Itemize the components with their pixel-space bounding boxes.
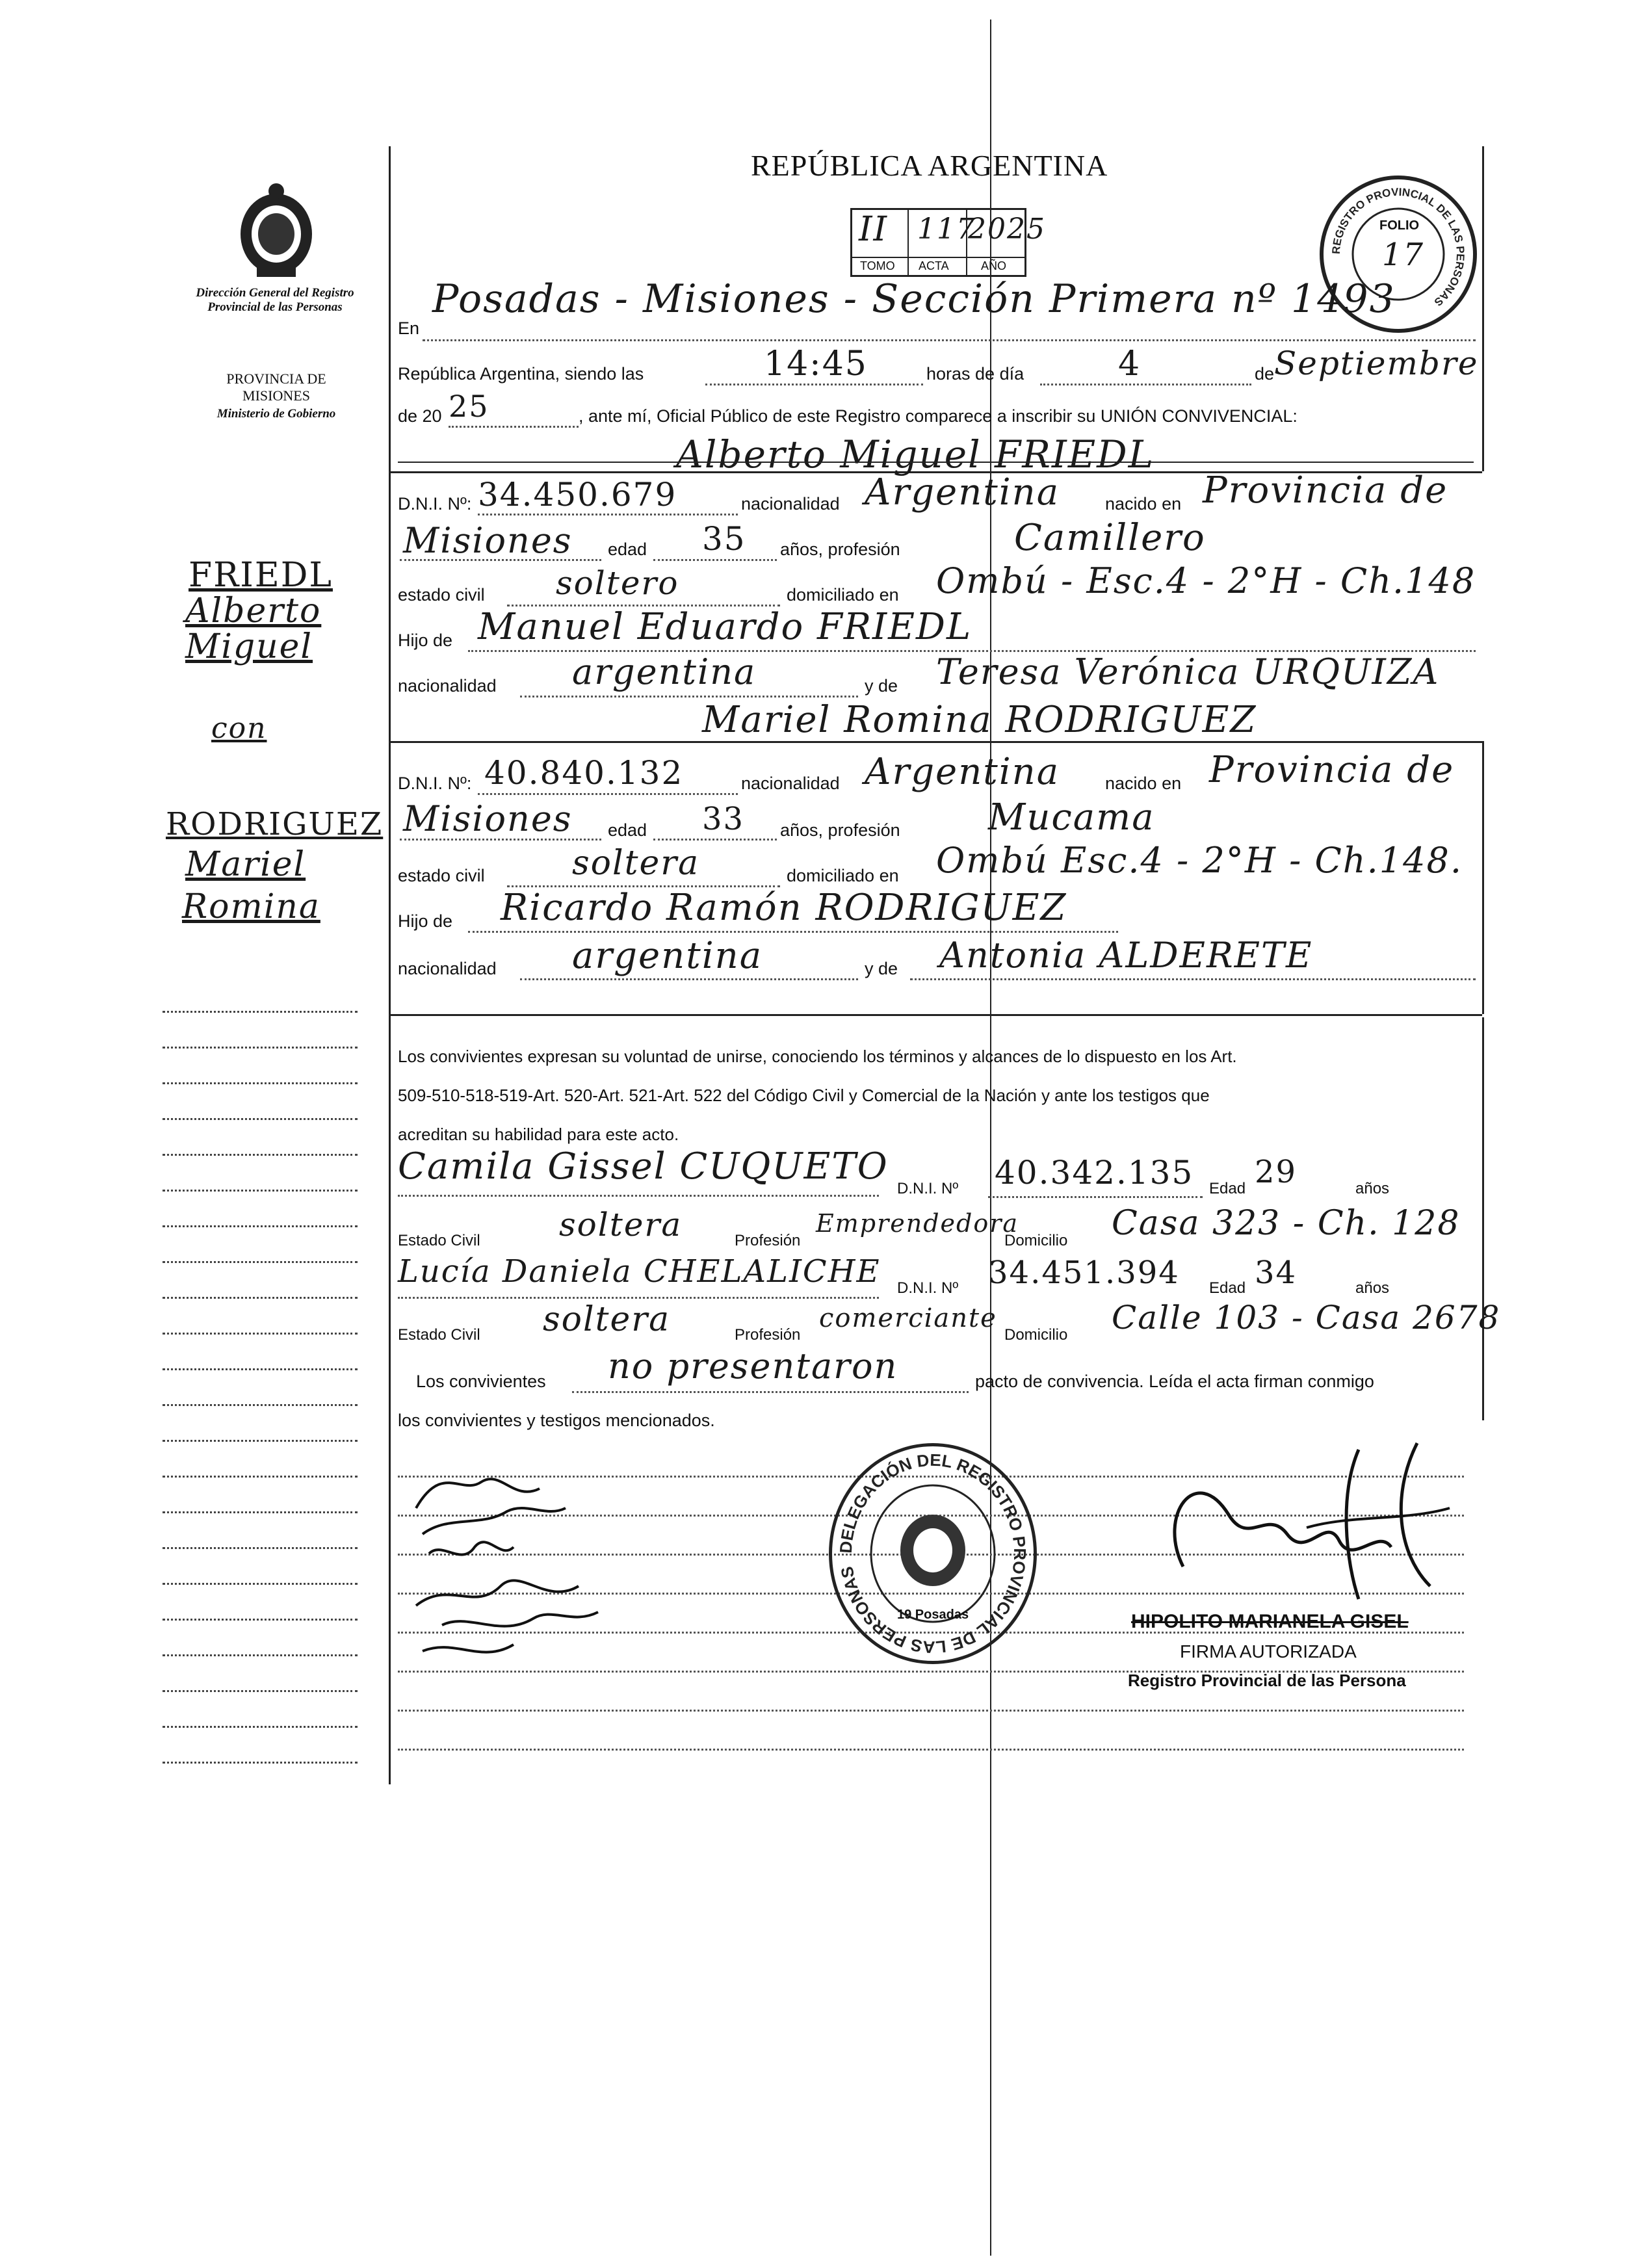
p1-nacido-value-1: Provincia de [1203,469,1448,512]
w1-dom-value: Casa 323 - Ch. 128 [1112,1204,1461,1243]
p1-nacido-label: nacido en [1105,494,1182,514]
p2-nac-label: nacionalidad [741,774,840,793]
p2-edad-value: 33 [702,801,745,837]
w2-dom-value: Calle 103 - Casa 2678 [1112,1299,1501,1336]
place-value: Posadas - Misiones - Sección Primera nº 1493 [432,276,1396,322]
p2-dom-label: domiciliado en [787,866,899,885]
w2-civil-label: Estado Civil [398,1326,480,1344]
section-line-2 [389,741,1482,743]
w1-name: Camila Gissel CUQUETO [398,1145,889,1188]
tomo-acta-box [850,208,1046,277]
p1-madre-value: Teresa Verónica URQUIZA [936,651,1440,692]
horas-label: horas de día [926,364,1024,384]
folio-label: FOLIO [1379,218,1420,233]
p2-nacido-value-2: Misiones [403,798,573,839]
closing-after: pacto de convivencia. Leída el acta firman conmigo [975,1372,1374,1391]
w1-edad-label: Edad [1209,1180,1246,1197]
p2-dom-value: Ombú Esc.4 - 2°H - Ch.148. [936,840,1463,881]
folio-value: 17 [1382,237,1425,273]
acta-label: ACTA [919,259,949,272]
w2-name: Lucía Daniela CHELALICHE [398,1253,881,1290]
p2-dni-label: D.N.I. Nº: [398,774,472,793]
w1-dni-label: D.N.I. Nº [897,1180,959,1197]
person2-name-heading: Mariel Romina RODRIGUEZ [702,699,1257,741]
official-signature [1144,1437,1456,1606]
closing-los-label: Los convivientes [416,1372,546,1391]
w2-edad-label: Edad [1209,1279,1246,1297]
emblem-dept: Dirección General del Registro Provincial de las Personas [196,286,354,314]
country-title: REPÚBLICA ARGENTINA [751,149,1108,182]
acta-value: 117 [917,213,976,246]
p2-dni-value: 40.840.132 [484,754,684,792]
w2-dom-label: Domicilio [1004,1326,1068,1344]
p2-yde-label: y de [865,959,898,978]
w2-edad-value: 34 [1255,1255,1298,1291]
p1-prof-label: años, profesión [780,540,900,559]
intro-text-after: , ante mí, Oficial Público de este Registro comparece a inscribir su UNIÓN CONVIVENCIAL: [579,406,1298,426]
w2-dni-label: D.N.I. Nº [897,1279,959,1297]
legal-line-1: Los convivientes expresan su voluntad de unirse, conociendo los términos y alcances de lo dispuesto en los Art. [398,1047,1237,1066]
legal-line-2: 509-510-518-519-Art. 520-Art. 521-Art. 522 del Código Civil y Comercial de la Nación y ante los testigos que [398,1086,1210,1105]
official-name: HIPOLITO MARIANELA GISEL [1131,1611,1409,1632]
rep-label: República Argentina, siendo las [398,364,644,384]
anio-label: AÑO [981,259,1007,272]
p2-civil-label: estado civil [398,866,485,885]
w1-prof-label: Profesión [735,1232,801,1249]
province-emblem [231,182,322,280]
p1-dom-value: Ombú - Esc.4 - 2°H - Ch.148 [936,560,1476,601]
p1-padre-nac-value: argentina [572,651,757,692]
legal-line-3: acreditan su habilidad para este acto. [398,1125,679,1144]
p1-dom-label: domiciliado en [787,585,899,605]
closing-line2: los convivientes y testigos mencionados. [398,1411,715,1430]
margin-name1-line1: FRIEDL [189,556,333,595]
p2-madre-value: Antonia ALDERETE [939,935,1313,976]
w1-anos-label: años [1355,1180,1390,1197]
right-frame-line-2 [1482,741,1484,1014]
p1-padre-value: Manuel Eduardo FRIEDL [478,606,972,648]
p2-civil-value: soltera [572,844,700,883]
p1-dni-label: D.N.I. Nº: [398,494,472,514]
emblem-province: PROVINCIA DE MISIONES [226,371,326,404]
margin-name2-line3: Romina [182,887,320,926]
p2-prof-value: Mucama [988,796,1155,839]
witness-signatures [403,1456,611,1690]
p1-civil-value: soltero [556,564,679,602]
w2-prof-label: Profesión [735,1326,801,1344]
closing-pacto-value: no presentaron [608,1346,898,1387]
p1-yde-label: y de [865,676,898,696]
p1-edad-value: 35 [702,520,746,558]
margin-connector: con [211,712,267,745]
fold-line [990,20,991,2256]
p2-edad-label: edad [608,820,647,840]
year-value: 25 [449,389,489,424]
month-value: Septiembre [1274,345,1479,382]
w1-dni-value: 40.342.135 [995,1154,1194,1192]
de-label: de [1255,364,1275,384]
p2-nac2-label: nacionalidad [398,959,497,978]
day-value: 4 [1118,345,1142,384]
coat-of-arms-icon [231,182,322,280]
official-stamp-ring [832,1446,1034,1661]
w1-prof-value: Emprendedora [816,1209,1019,1238]
margin-name1-line3: Miguel [185,627,313,666]
w1-dom-label: Domicilio [1004,1232,1068,1249]
p2-padre-value: Ricardo Ramón RODRIGUEZ [501,887,1067,929]
p1-nac-value: Argentina [865,471,1060,514]
p2-nacido-label: nacido en [1105,774,1182,793]
w2-dni-value: 34.451.394 [988,1255,1180,1291]
p1-civil-label: estado civil [398,585,485,605]
w2-prof-value: comerciante [819,1303,997,1333]
p2-prof-label: años, profesión [780,820,900,840]
margin-name2-line1: RODRIGUEZ [166,806,384,842]
official-office: Registro Provincial de las Persona [1128,1671,1406,1690]
w2-civil-value: soltera [543,1300,671,1339]
hour-value: 14:45 [764,345,868,384]
p2-nacido-value-1: Provincia de [1209,749,1455,791]
left-frame-line [389,146,391,1784]
w2-anos-label: años [1355,1279,1390,1297]
p1-prof-value: Camillero [1014,517,1206,559]
right-frame-line [1482,146,1484,471]
w1-civil-value: soltera [559,1206,683,1244]
official-title: FIRMA AUTORIZADA [1180,1641,1357,1662]
official-stamp-text: DELEGACIÓN DEL REGISTRO PROVINCIAL DE LAS PERSONAS [835,1450,1030,1658]
tomo-label: TOMO [860,259,895,272]
p1-edad-label: edad [608,540,647,559]
official-stamp [829,1443,1037,1664]
right-frame-line-3 [1482,1017,1484,1420]
p1-dni-value: 34.450.679 [478,476,677,514]
de20-label: de 20 [398,406,442,426]
official-stamp-bottom: 19 Posadas [897,1608,969,1622]
folio-seal-text: REGISTRO PROVINCIAL DE LAS PERSONAS [1329,185,1467,309]
p2-nac-value: Argentina [865,751,1060,793]
p2-hijo-label: Hijo de [398,911,453,931]
p2-padre-nac-value: argentina [572,935,763,977]
en-label: En [398,319,420,338]
emblem-ministry: Ministerio de Gobierno [216,407,336,421]
w1-civil-label: Estado Civil [398,1232,480,1249]
margin-name2-line2: Mariel [185,845,306,884]
p1-nac-label: nacionalidad [741,494,840,514]
person1-name-heading: Alberto Miguel FRIEDL [676,432,1155,476]
margin-name1-line2: Alberto [185,592,322,631]
w1-edad-value: 29 [1255,1154,1298,1190]
p1-nac2-label: nacionalidad [398,676,497,696]
p1-nacido-value-2: Misiones [403,520,573,561]
anio-value: 2025 [968,213,1046,246]
p1-hijo-label: Hijo de [398,631,453,650]
tomo-value: II [859,210,889,249]
section-line-3 [389,1014,1482,1016]
